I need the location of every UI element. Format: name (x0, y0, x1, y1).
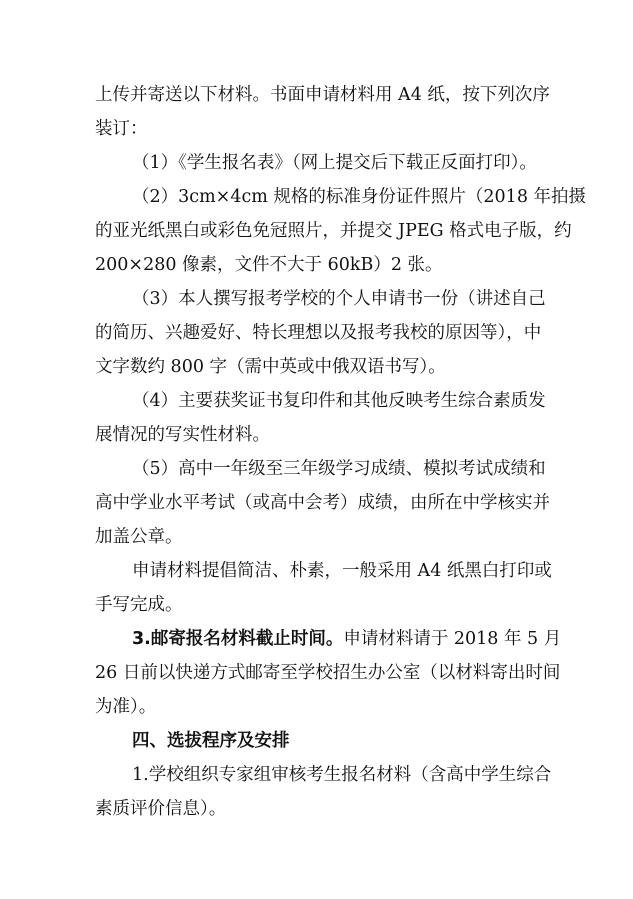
text-line: 为准）。 (95, 697, 157, 717)
text-line: 高中学业水平考试（或高中会考）成绩，由所在中学核实并 (95, 493, 550, 513)
deadline-paragraph (132, 628, 562, 650)
text-line: 200×280 像素，文件不大于 60kB）2 张。 (95, 255, 443, 275)
text-line: 手写完成。 (95, 595, 183, 615)
text-line: 的亚光纸黑白或彩色免冠照片，并提交 JPEG 格式电子版，约 (95, 221, 572, 241)
list-item-1: （1）《学生报名表》（网上提交后下载正反面打印）。 (132, 153, 537, 173)
list-item-4: （4）主要获奖证书复印件和其他反映考生综合素质发 (132, 391, 546, 411)
text-line: 展情况的写实性材料。 (95, 425, 270, 445)
text-line: 加盖公章。 (95, 527, 183, 547)
text-line: 上传并寄送以下材料。书面申请材料用 A4 纸，按下列次序 (95, 85, 550, 105)
deadline-text: 申请材料请于 2018 年 5 月 (343, 629, 562, 649)
section-heading: 四、选拔程序及安排 (132, 731, 290, 751)
list-item-5: （5）高中一年级至三年级学习成绩、模拟考试成绩和 (132, 459, 546, 479)
text-line: 26 日前以快递方式邮寄至学校招生办公室（以材料寄出时间 (95, 663, 561, 683)
list-item-2: （2）3cm×4cm 规格的标准身份证件照片（2018 年拍摄 (132, 187, 587, 207)
text-line: 的简历、兴趣爱好、特长理想以及报考我校的原因等），中 (95, 323, 542, 343)
list-item-3: （3）本人撰写报考学校的个人申请书一份（讲述自己 (132, 289, 546, 309)
text-line: 文字数约 800 字（需中英或中俄双语书写）。 (95, 357, 446, 377)
procedure-item-1: 1.学校组织专家组审核考生报名材料（含高中学生综合 (132, 765, 552, 785)
text-line: 装订： (95, 119, 148, 139)
text-line: 素质评价信息）。 (95, 799, 227, 819)
paragraph-note: 申请材料提倡简洁、朴素，一般采用 A4 纸黑白打印或 (132, 561, 552, 581)
deadline-heading: 3.邮寄报名材料截止时间。 (132, 629, 344, 649)
